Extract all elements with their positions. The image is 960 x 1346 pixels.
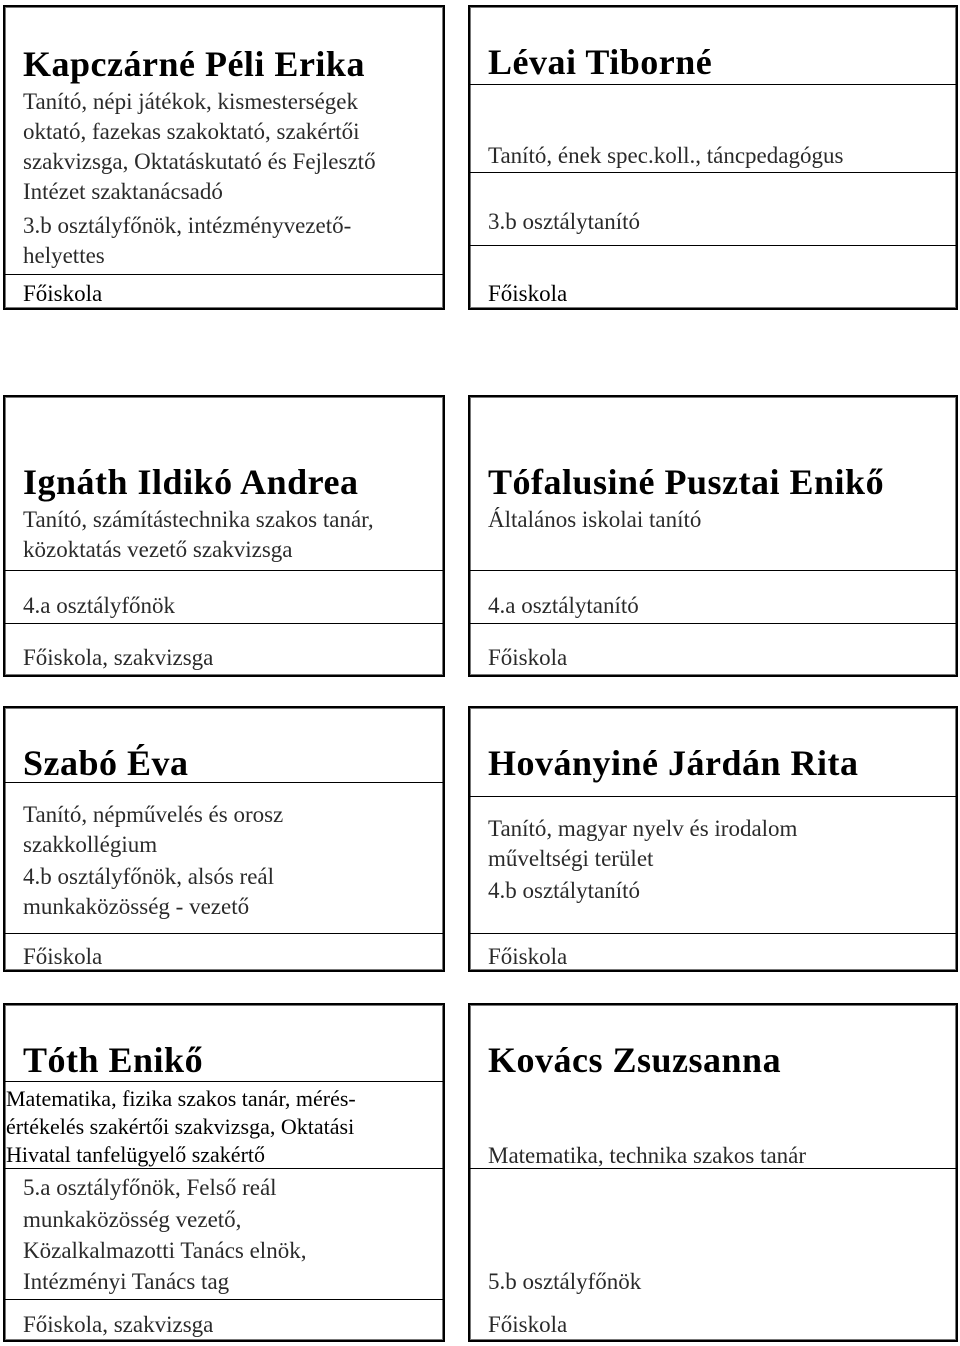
teacher-name: Ignáth Ildikó Andrea (23, 462, 359, 502)
teacher-card-szabo (3, 706, 445, 972)
teacher-class-line: 5.a osztályfőnök, Felső reál (23, 1175, 277, 1200)
card-divider (470, 933, 956, 934)
teacher-name: Hoványiné Járdán Rita (488, 743, 859, 783)
teacher-education: Főiskola, szakvizsga (23, 1312, 214, 1337)
teacher-education: Főiskola (488, 645, 568, 670)
teacher-class: 5.b osztályfőnök (488, 1269, 642, 1294)
teacher-education: Főiskola (488, 944, 568, 969)
teacher-name: Kapczárné Péli Erika (23, 44, 365, 84)
teacher-class-line: munkaközösség vezető, (23, 1207, 242, 1232)
teacher-role-line: Intézet szaktanácsadó (23, 179, 223, 204)
teacher-role-line: 3.b osztályfőnök, intézményvezető- (23, 213, 352, 238)
teacher-role-line: Tanító, magyar nyelv és irodalom (488, 816, 798, 841)
teacher-role-line: helyettes (23, 243, 105, 268)
teacher-class: 3.b osztálytanító (488, 209, 641, 234)
teacher-education: Főiskola (23, 944, 103, 969)
teacher-role-line: szakvizsga, Oktatáskutató és Fejlesztő (23, 149, 376, 174)
teacher-role-line: Tanító, számítástechnika szakos tanár, (23, 507, 374, 532)
teacher-role: Matematika, technika szakos tanár (488, 1143, 807, 1168)
card-divider (5, 1299, 443, 1300)
teacher-class: 4.a osztálytanító (488, 593, 639, 618)
teacher-role-line: Tanító, népművelés és orosz (23, 802, 284, 827)
teacher-card-kovacs (468, 1003, 958, 1342)
teacher-role-line: Tanító, népi játékok, kismesterségek (23, 89, 358, 114)
card-divider (470, 570, 956, 571)
teacher-role-line: szakkollégium (23, 832, 158, 857)
teacher-role-line: 4.b osztálytanító (488, 878, 641, 903)
card-divider (470, 796, 956, 797)
teacher-name: Tófalusiné Pusztai Enikő (488, 462, 885, 502)
card-divider (5, 623, 443, 624)
teacher-education: Főiskola (488, 281, 568, 306)
teacher-education: Főiskola (23, 281, 103, 306)
teacher-name: Szabó Éva (23, 743, 189, 783)
teacher-class-line: Közalkalmazotti Tanács elnök, (23, 1238, 307, 1263)
card-divider (5, 570, 443, 571)
teacher-card-tofalusine (468, 395, 958, 677)
teacher-name: Lévai Tiborné (488, 42, 713, 82)
teacher-role-line: 4.b osztályfőnök, alsós reál (23, 864, 275, 889)
teacher-card-ignath (3, 395, 445, 677)
teacher-role: Tanító, ének spec.koll., táncpedagógus (488, 143, 844, 168)
teacher-education: Főiskola, szakvizsga (23, 645, 214, 670)
teacher-class: 4.a osztályfőnök (23, 593, 176, 618)
card-divider (5, 274, 443, 275)
teacher-card-kapczarne (3, 5, 445, 310)
teacher-role: Általános iskolai tanító (488, 507, 702, 532)
teacher-card-toth (3, 1003, 445, 1342)
teacher-name: Kovács Zsuzsanna (488, 1040, 782, 1080)
teacher-role-line: oktató, fazekas szakoktató, szakértői (23, 119, 360, 144)
teacher-role-line: munkaközösség - vezető (23, 894, 250, 919)
teacher-card-levai (468, 5, 958, 310)
teacher-role-line: műveltségi terület (488, 846, 654, 871)
teacher-role-line: közoktatás vezető szakvizsga (23, 537, 293, 562)
card-divider (5, 933, 443, 934)
card-divider (470, 172, 956, 173)
card-divider (470, 623, 956, 624)
teacher-education: Főiskola (488, 1312, 568, 1337)
teacher-class-line: Intézményi Tanács tag (23, 1269, 230, 1294)
teacher-role-line: értékelés szakértői szakvizsga, Oktatási (6, 1114, 355, 1139)
teacher-role-line: Hivatal tanfelügyelő szakértő (6, 1142, 266, 1167)
teacher-role-line: Matematika, fizika szakos tanár, mérés- (6, 1086, 356, 1111)
teacher-name: Tóth Enikő (23, 1040, 204, 1080)
card-divider (470, 245, 956, 246)
card-divider (5, 1081, 443, 1082)
teacher-card-hovanyine (468, 706, 958, 972)
card-divider (470, 84, 956, 85)
